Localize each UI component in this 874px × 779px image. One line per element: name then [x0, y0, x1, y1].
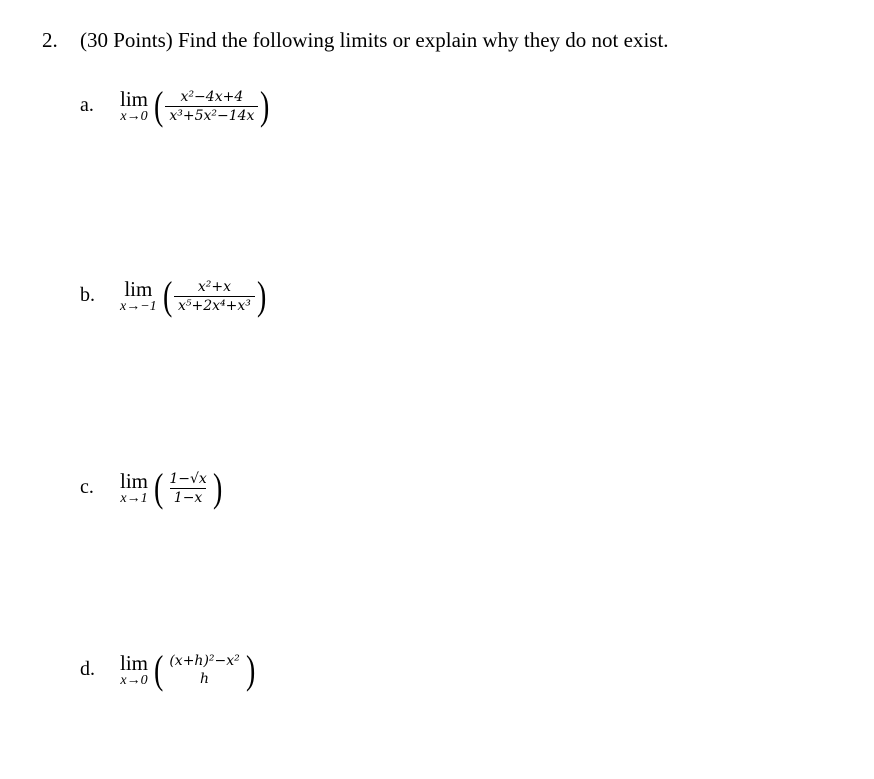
left-paren: ( [154, 83, 164, 128]
numerator: (x+h)²−x² [169, 653, 240, 669]
part-a [80, 83, 272, 128]
question-heading [42, 28, 669, 53]
right-paren: ) [212, 465, 223, 510]
limit-operator [120, 470, 148, 506]
left-paren: ( [154, 465, 164, 510]
part-c [80, 465, 224, 510]
right-paren: ) [245, 647, 256, 692]
limit-operator [120, 652, 148, 688]
limit-expression [152, 647, 257, 692]
left-paren: ( [154, 647, 164, 692]
part-letter: c. [80, 476, 94, 498]
lim-subscript: x→0 [120, 673, 148, 688]
numerator: x²−4x+4 [180, 88, 244, 105]
limit-expression [152, 465, 224, 510]
fraction [165, 89, 258, 124]
part-b [80, 273, 268, 318]
numerator: 1−√x [169, 470, 207, 487]
lim-word: lim [120, 469, 149, 493]
part-letter: a. [80, 94, 94, 116]
fraction [174, 279, 255, 314]
denominator: x³+5x²−14x [165, 106, 258, 124]
lim-word: lim [120, 651, 149, 675]
denominator: 1−x [170, 488, 207, 506]
part-letter: b. [80, 284, 95, 306]
lim-word: lim [124, 277, 153, 301]
part-letter: d. [80, 658, 95, 680]
lim-subscript: x→−1 [120, 299, 157, 314]
question-number: 2. [42, 28, 58, 52]
lim-subscript: x→1 [120, 491, 148, 506]
question-text: (30 Points) Find the following limits or explain why they do not exist. [80, 28, 669, 52]
limit-expression [161, 273, 269, 318]
denominator: x⁵+2x⁴+x³ [174, 296, 255, 314]
left-paren: ( [162, 273, 173, 318]
fraction [165, 653, 243, 687]
numerator: x²+x [197, 278, 232, 295]
limit-operator [120, 278, 157, 314]
denominator: h [200, 671, 210, 687]
right-paren: ) [256, 273, 267, 318]
part-d [80, 647, 257, 692]
fraction [165, 471, 210, 506]
lim-subscript: x→0 [120, 109, 148, 124]
limit-expression [152, 83, 272, 128]
limit-operator [120, 88, 148, 124]
lim-word: lim [120, 87, 149, 111]
right-paren: ) [260, 83, 270, 128]
